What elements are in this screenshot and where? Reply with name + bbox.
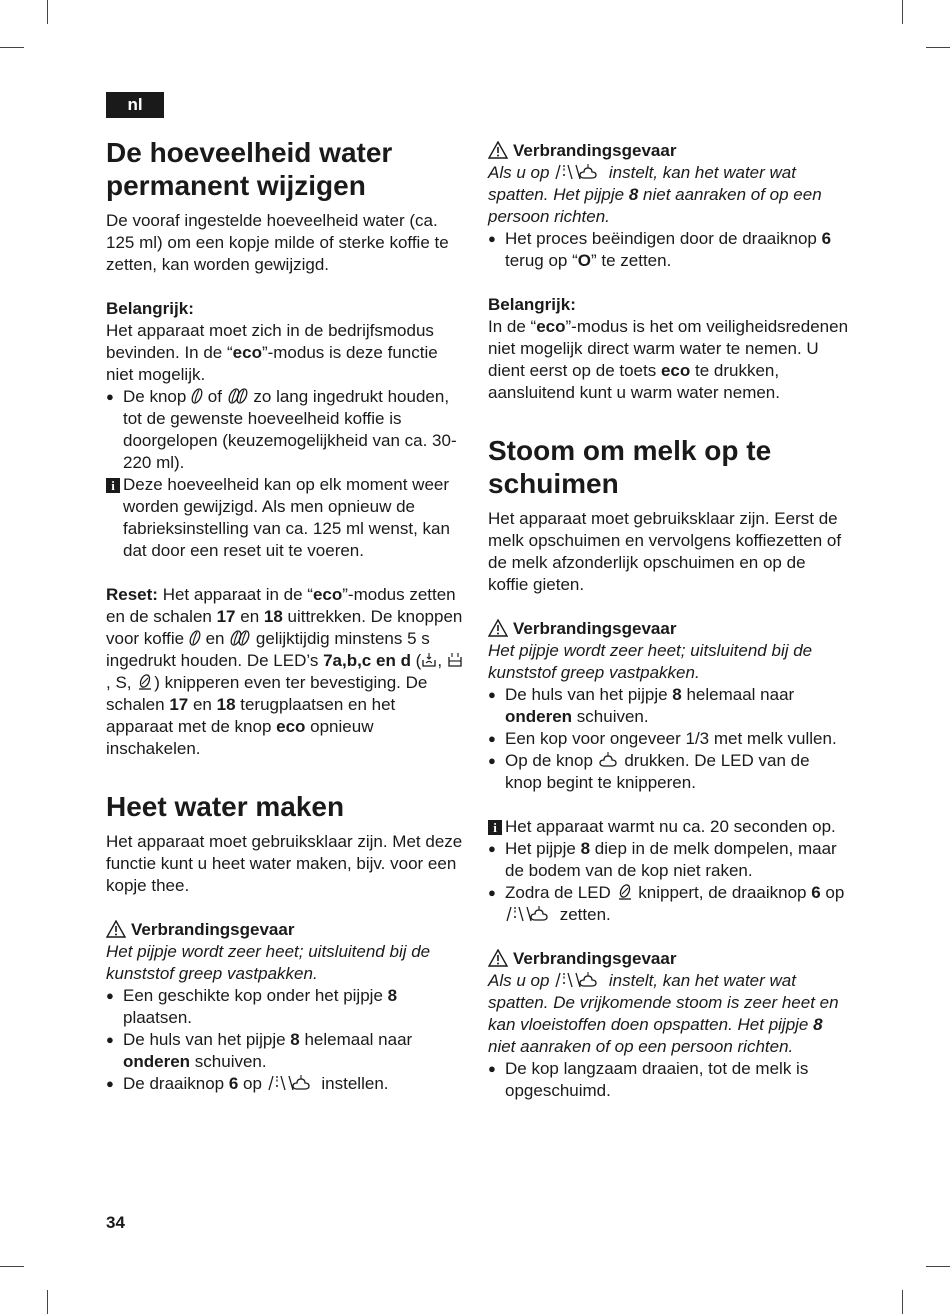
page-number: 34 <box>106 1213 125 1232</box>
list-item: ● Het proces beëindigen door de draaiknop 6 terug op “O” te zetten. <box>488 228 850 272</box>
crop-mark <box>926 1266 950 1267</box>
crop-mark <box>47 0 48 24</box>
descale-icon <box>421 651 437 669</box>
steam-intro: Het apparaat moet gebruiksklaar zijn. Eerst de melk opschuimen en vervolgens koffiezetten of de melk afzonderlijk opschuimen en op de koffie gieten. <box>488 509 842 594</box>
list-item: ● Het pijpje 8 diep in de melk dompelen, maar de bodem van de kop niet raken. <box>488 838 850 882</box>
list-item: ● Een kop voor ongeveer 1/3 met melk vullen. <box>488 728 850 750</box>
list-item: ● De knop of zo lang ingedrukt houden, tot de gewenste hoeveelheid koffie is doorgelopen (keuzemogelijkheid van ca. 30-220 ml). <box>106 386 466 474</box>
language-badge: nl <box>106 92 164 118</box>
section-title-hot-water: Heet water maken <box>106 791 345 822</box>
list-item: ● De draaiknop 6 op instellen. <box>106 1073 466 1095</box>
info-note: i Het apparaat warmt nu ca. 20 seconden op. <box>488 816 850 838</box>
warning-icon <box>488 619 508 637</box>
hot-water-steam-icon <box>267 1074 317 1092</box>
clean-icon <box>136 673 154 691</box>
intro-text: De vooraf ingestelde hoeveelheid water (ca. 125 ml) om een kopje milde of sterke koffie te zetten, kan worden gewijzigd. <box>106 211 449 274</box>
section-title-water-amount: De hoeveelheid water permanent wijzigen <box>106 137 393 201</box>
warning-text: Als u op instelt, kan het water wat spatten. De vrijkomende stoom is zeer heet en kan vloeistoffen doen opspatten. Het pijpje 8 niet aanraken of op een persoon richten. <box>488 971 839 1056</box>
info-icon: i <box>106 478 120 493</box>
list-item: ● Op de knop drukken. De LED van de knop begint te knipperen. <box>488 750 850 794</box>
crop-mark <box>0 1266 24 1267</box>
crop-mark <box>902 1290 903 1314</box>
right-column <box>488 136 850 1102</box>
list-item: ● De huls van het pijpje 8 helemaal naar onderen schuiven. <box>106 1029 466 1073</box>
warning-icon <box>488 949 508 967</box>
hot-water-intro: Het apparaat moet gebruiksklaar zijn. Met deze functie kunt u heet water maken, bijv. voor een kopje thee. <box>106 832 463 895</box>
important-label: Belangrijk: <box>488 295 576 314</box>
mild-coffee-icon <box>191 387 203 405</box>
left-column <box>106 136 466 1095</box>
crop-mark <box>902 0 903 24</box>
crop-mark <box>0 47 24 48</box>
mild-coffee-icon <box>189 629 201 647</box>
steam-icon <box>598 751 620 769</box>
hot-water-steam-icon <box>554 163 604 181</box>
warning-text: Het pijpje wordt zeer heet; uitsluitend bij de kunststof greep vastpakken. <box>106 942 431 983</box>
warning-icon <box>488 141 508 159</box>
warning-text: Het pijpje wordt zeer heet; uitsluitend bij de kunststof greep vastpakken. <box>488 641 813 682</box>
clean-icon <box>616 883 634 901</box>
crop-mark <box>926 47 950 48</box>
list-item: ● Zodra de LED knippert, de draaiknop 6 op zetten. <box>488 882 850 926</box>
list-item: ● De huls van het pijpje 8 helemaal naar onderen schuiven. <box>488 684 850 728</box>
important-text: In de “eco”-modus is het om veiligheidsredenen niet mogelijk direct warm water te nemen. U dient eerst op de toets eco te drukken, aansluitend kunt u warm water nemen. <box>488 317 849 402</box>
info-icon: i <box>488 820 502 835</box>
list-item: ● De kop langzaam draaien, tot de melk is opgeschuimd. <box>488 1058 850 1102</box>
crop-mark <box>47 1290 48 1314</box>
reset-text: Reset: Het apparaat in de “eco”-modus zetten en de schalen 17 en 18 uittrekken. De knoppen voor koffie en gelijktijdig minstens 5 s ingedrukt houden. De LED’s 7a,b,c en d ( , , S, ) knipperen even ter bevestiging. De schalen 17 en 18 terugplaatsen en het apparaat met de knop eco opnieuw inschakelen. <box>106 585 463 758</box>
warning-heading: Verbrandingsgevaar <box>488 618 850 640</box>
section-title-steam: Stoom om melk op te schuimen <box>488 435 772 499</box>
info-note: i Deze hoeveelheid kan op elk moment weer worden gewijzigd. Als men opnieuw de fabrieksinstelling van ca. 125 ml wenst, kan dat door een reset uit te voeren. <box>106 474 466 562</box>
strong-coffee-icon <box>229 629 251 647</box>
warning-heading: Verbrandingsgevaar <box>488 948 850 970</box>
warning-heading: Verbrandingsgevaar <box>106 919 466 941</box>
warning-icon <box>106 920 126 938</box>
hot-water-steam-icon <box>554 971 604 989</box>
strong-coffee-icon <box>227 387 249 405</box>
important-label: Belangrijk: <box>106 299 194 318</box>
warning-heading: Verbrandingsgevaar <box>488 140 850 162</box>
important-text: Het apparaat moet zich in de bedrijfsmodus bevinden. In de “eco”-modus is deze functie niet mogelijk. <box>106 321 438 384</box>
hot-water-steam-icon <box>505 905 555 923</box>
water-tank-icon <box>447 651 463 669</box>
warning-text: Als u op instelt, kan het water wat spatten. Het pijpje 8 niet aanraken of op een persoon richten. <box>488 163 822 226</box>
list-item: ● Een geschikte kop onder het pijpje 8 plaatsen. <box>106 985 466 1029</box>
